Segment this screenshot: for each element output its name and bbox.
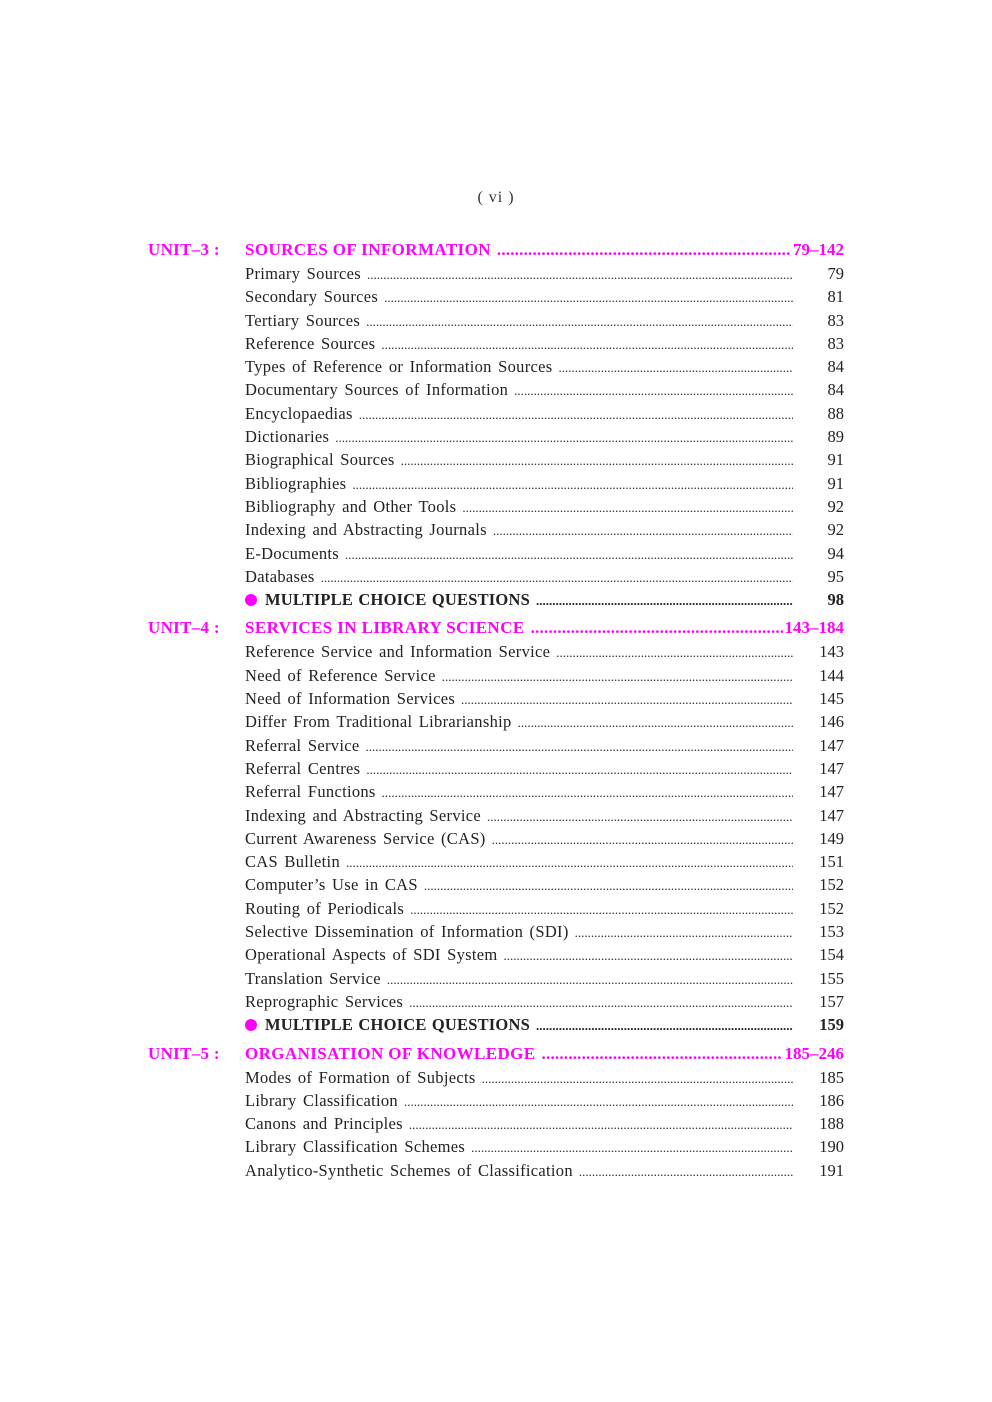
entry-line bbox=[245, 262, 793, 286]
leader-dots bbox=[461, 688, 793, 711]
unit-section bbox=[148, 237, 848, 611]
entry-page-number: 152 bbox=[819, 898, 844, 918]
toc-entry[interactable] bbox=[148, 1089, 848, 1112]
entry-title: Reference Service and Information Service bbox=[245, 642, 551, 662]
entry-title: Current Awareness Service (CAS) bbox=[245, 828, 486, 848]
entry-title: Reference Sources bbox=[245, 333, 376, 353]
entry-list bbox=[148, 640, 848, 1036]
entry-line bbox=[245, 1135, 793, 1159]
leader-dots bbox=[471, 1136, 793, 1159]
entry-line bbox=[245, 873, 793, 897]
toc-entry[interactable] bbox=[148, 1159, 848, 1182]
entry-page-number: 95 bbox=[827, 566, 844, 586]
toc-entry[interactable] bbox=[148, 990, 848, 1013]
unit-title-line bbox=[245, 237, 844, 262]
toc-entry[interactable] bbox=[148, 1135, 848, 1158]
toc-entry[interactable] bbox=[148, 565, 848, 588]
toc-entry[interactable] bbox=[148, 309, 848, 332]
entry-line bbox=[245, 332, 793, 356]
entry-title: Bibliographies bbox=[245, 473, 347, 493]
entry-title: Documentary Sources of Information bbox=[245, 380, 509, 400]
toc-entry[interactable] bbox=[148, 780, 848, 803]
toc-entry[interactable] bbox=[148, 757, 848, 780]
entry-title: Canons and Principles bbox=[245, 1114, 403, 1134]
toc-entry[interactable] bbox=[148, 897, 848, 920]
unit-title-line bbox=[245, 615, 844, 640]
leader-dots bbox=[482, 1067, 793, 1090]
entry-line bbox=[245, 920, 793, 944]
entry-line bbox=[245, 1112, 793, 1136]
leader-dots bbox=[424, 874, 793, 897]
unit-heading[interactable] bbox=[148, 1041, 848, 1066]
entry-page-number: 147 bbox=[819, 735, 844, 755]
entry-page-number: 84 bbox=[827, 357, 844, 377]
toc-entry[interactable] bbox=[148, 804, 848, 827]
entry-line bbox=[245, 1089, 793, 1113]
entry-page-number: 191 bbox=[819, 1160, 844, 1180]
entry-page-number: 147 bbox=[819, 782, 844, 802]
entry-page-number: 83 bbox=[827, 333, 844, 353]
toc-entry[interactable] bbox=[148, 873, 848, 896]
entry-line bbox=[245, 897, 793, 921]
entry-line bbox=[245, 664, 793, 688]
toc-entry[interactable] bbox=[148, 734, 848, 757]
toc-entry[interactable] bbox=[148, 943, 848, 966]
entry-page-number: 81 bbox=[827, 287, 844, 307]
leader-dots bbox=[575, 921, 793, 944]
entry-page-number: 185 bbox=[819, 1067, 844, 1087]
leader-dots bbox=[409, 1113, 793, 1136]
leader-dots bbox=[367, 263, 793, 286]
entry-title: Modes of Formation of Subjects bbox=[245, 1067, 476, 1087]
leader-dots bbox=[559, 356, 794, 379]
leader-dots bbox=[536, 1014, 793, 1037]
entry-title: Operational Aspects of SDI System bbox=[245, 945, 498, 965]
toc-entry[interactable] bbox=[148, 378, 848, 401]
entry-page-number: 149 bbox=[819, 828, 844, 848]
leader-dots bbox=[536, 589, 793, 612]
toc-entry[interactable] bbox=[148, 262, 848, 285]
entry-title: Bibliography and Other Tools bbox=[245, 496, 457, 516]
bullet-icon bbox=[245, 1019, 257, 1031]
entry-title: Referral Centres bbox=[245, 758, 361, 778]
leader-dots bbox=[346, 851, 793, 874]
unit-title: SERVICES IN LIBRARY SCIENCE bbox=[245, 618, 525, 638]
entry-page-number: 83 bbox=[827, 310, 844, 330]
entry-title: Tertiary Sources bbox=[245, 310, 361, 330]
entry-page-number: 153 bbox=[819, 922, 844, 942]
leader-dots bbox=[321, 566, 793, 589]
leader-dots bbox=[387, 968, 793, 991]
toc-entry[interactable] bbox=[148, 687, 848, 710]
toc-entry[interactable] bbox=[148, 472, 848, 495]
entry-page-number: 84 bbox=[827, 380, 844, 400]
toc-entry[interactable] bbox=[148, 355, 848, 378]
unit-title-line bbox=[245, 1041, 844, 1066]
leader-dots bbox=[404, 1090, 793, 1113]
entry-title: Analytico-Synthetic Schemes of Classification bbox=[245, 1160, 573, 1180]
entry-page-number: 144 bbox=[819, 665, 844, 685]
entry-page-number: 154 bbox=[819, 945, 844, 965]
leader-dots bbox=[493, 519, 793, 542]
leader-dots bbox=[381, 333, 793, 356]
entry-list bbox=[148, 262, 848, 611]
entry-line bbox=[245, 990, 793, 1014]
leader-dots bbox=[518, 711, 793, 734]
entry-title: Library Classification bbox=[245, 1090, 398, 1110]
entry-line bbox=[245, 734, 793, 758]
entry-line bbox=[245, 827, 793, 851]
leader-dots bbox=[514, 379, 793, 402]
entry-title: Reprographic Services bbox=[245, 991, 404, 1011]
mcq-page-number: 98 bbox=[827, 590, 844, 610]
entry-line bbox=[245, 565, 793, 589]
entry-line bbox=[245, 687, 793, 711]
entry-page-number: 89 bbox=[827, 427, 844, 447]
mcq-label: MULTIPLE CHOICE QUESTIONS bbox=[265, 590, 530, 610]
entry-title: Primary Sources bbox=[245, 264, 362, 283]
entry-line bbox=[245, 1066, 793, 1090]
mcq-entry[interactable] bbox=[148, 1013, 848, 1036]
entry-line bbox=[245, 425, 793, 449]
unit-code: UNIT–5 : bbox=[148, 1043, 220, 1063]
leader-dots bbox=[531, 615, 783, 640]
entry-line bbox=[245, 448, 793, 472]
entry-title: Databases bbox=[245, 566, 315, 586]
entry-line bbox=[245, 710, 793, 734]
toc-entry[interactable] bbox=[148, 1112, 848, 1135]
leader-dots bbox=[384, 286, 793, 309]
unit-title: ORGANISATION OF KNOWLEDGE bbox=[245, 1043, 536, 1063]
bullet-icon bbox=[245, 594, 257, 606]
entry-title: Translation Service bbox=[245, 968, 381, 988]
toc-entry[interactable] bbox=[148, 448, 848, 471]
entry-page-number: 157 bbox=[819, 991, 844, 1011]
leader-dots bbox=[492, 828, 793, 851]
entry-title: Indexing and Abstracting Service bbox=[245, 805, 481, 825]
toc-entry[interactable] bbox=[148, 1066, 848, 1089]
toc-entry[interactable] bbox=[148, 402, 848, 425]
entry-page-number: 190 bbox=[819, 1137, 844, 1157]
toc-entry[interactable] bbox=[148, 710, 848, 733]
toc-entry[interactable] bbox=[148, 542, 848, 565]
leader-dots bbox=[410, 898, 793, 921]
unit-section bbox=[148, 615, 848, 1036]
entry-line bbox=[245, 472, 793, 496]
mcq-entry[interactable] bbox=[148, 588, 848, 611]
entry-line bbox=[245, 757, 793, 781]
unit-code: UNIT–3 : bbox=[148, 240, 220, 259]
unit-page-range: 143–184 bbox=[784, 618, 844, 638]
entry-line bbox=[245, 780, 793, 804]
unit-heading[interactable] bbox=[148, 237, 848, 262]
leader-dots bbox=[365, 735, 793, 758]
toc-entry[interactable] bbox=[148, 285, 848, 308]
entry-line bbox=[245, 355, 793, 379]
entry-title: Types of Reference or Information Sources bbox=[245, 357, 553, 377]
toc-entry[interactable] bbox=[148, 827, 848, 850]
entry-title: Library Classification Schemes bbox=[245, 1137, 466, 1157]
entry-page-number: 94 bbox=[827, 543, 844, 563]
entry-title: Differ From Traditional Librarianship bbox=[245, 712, 512, 732]
mcq-page-number: 159 bbox=[819, 1015, 844, 1035]
unit-section bbox=[148, 1041, 848, 1182]
entry-list bbox=[148, 1066, 848, 1182]
leader-dots bbox=[442, 665, 793, 688]
entry-title: Encyclopaedias bbox=[245, 403, 353, 423]
entry-title: Need of Reference Service bbox=[245, 665, 436, 685]
entry-line bbox=[245, 1013, 793, 1037]
unit-page-range: 79–142 bbox=[793, 240, 844, 259]
entry-line bbox=[245, 1159, 793, 1183]
leader-dots bbox=[401, 449, 793, 472]
toc-entry[interactable] bbox=[148, 518, 848, 541]
entry-title: Biographical Sources bbox=[245, 450, 395, 470]
entry-title: Need of Information Services bbox=[245, 689, 456, 709]
entry-line bbox=[245, 850, 793, 874]
leader-dots bbox=[352, 473, 793, 496]
entry-line bbox=[245, 804, 793, 828]
entry-title: E-Documents bbox=[245, 543, 340, 563]
entry-line bbox=[245, 967, 793, 991]
leader-dots bbox=[382, 781, 793, 804]
unit-page-range: 185–246 bbox=[784, 1043, 844, 1063]
toc-entry[interactable] bbox=[148, 425, 848, 448]
toc-entry[interactable] bbox=[148, 967, 848, 990]
entry-page-number: 146 bbox=[819, 712, 844, 732]
entry-line bbox=[245, 588, 793, 612]
entry-title: CAS Bulletin bbox=[245, 852, 340, 872]
leader-dots bbox=[504, 944, 793, 967]
leader-dots bbox=[335, 426, 793, 449]
toc-entry[interactable] bbox=[148, 332, 848, 355]
entry-line bbox=[245, 309, 793, 333]
leader-dots bbox=[542, 1041, 783, 1066]
entry-page-number: 79 bbox=[827, 264, 844, 283]
entry-page-number: 145 bbox=[819, 689, 844, 709]
toc-entry[interactable] bbox=[148, 920, 848, 943]
entry-title: Referral Functions bbox=[245, 782, 376, 802]
entry-page-number: 147 bbox=[819, 805, 844, 825]
entry-title: Indexing and Abstracting Journals bbox=[245, 520, 487, 540]
entry-page-number: 152 bbox=[819, 875, 844, 895]
table-of-contents bbox=[148, 237, 848, 1182]
unit-code: UNIT–4 : bbox=[148, 618, 220, 638]
entry-title: Dictionaries bbox=[245, 427, 330, 447]
toc-entry[interactable] bbox=[148, 664, 848, 687]
entry-page-number: 91 bbox=[827, 450, 844, 470]
entry-page-number: 143 bbox=[819, 642, 844, 662]
entry-page-number: 151 bbox=[819, 852, 844, 872]
leader-dots bbox=[579, 1160, 793, 1183]
unit-heading[interactable] bbox=[148, 615, 848, 640]
entry-line bbox=[245, 518, 793, 542]
toc-entry[interactable] bbox=[148, 640, 848, 663]
entry-line bbox=[245, 640, 793, 664]
entry-title: Computer’s Use in CAS bbox=[245, 875, 418, 895]
mcq-title bbox=[245, 1013, 530, 1036]
entry-page-number: 155 bbox=[819, 968, 844, 988]
leader-dots bbox=[487, 805, 793, 828]
leader-dots bbox=[366, 758, 793, 781]
entry-line bbox=[245, 495, 793, 519]
entry-line bbox=[245, 378, 793, 402]
entry-title: Selective Dissemination of Information (SDI) bbox=[245, 922, 569, 942]
entry-title: Routing of Periodicals bbox=[245, 898, 405, 918]
entry-line bbox=[245, 402, 793, 426]
leader-dots bbox=[462, 496, 793, 519]
toc-entry[interactable] bbox=[148, 850, 848, 873]
entry-page-number: 92 bbox=[827, 496, 844, 516]
entry-page-number: 147 bbox=[819, 758, 844, 778]
unit-title: SOURCES OF INFORMATION bbox=[245, 240, 491, 259]
entry-line bbox=[245, 285, 793, 309]
leader-dots bbox=[556, 641, 793, 664]
entry-line bbox=[245, 943, 793, 967]
entry-page-number: 92 bbox=[827, 520, 844, 540]
entry-title: Secondary Sources bbox=[245, 287, 379, 307]
entry-page-number: 88 bbox=[827, 403, 844, 423]
leader-dots bbox=[497, 237, 791, 262]
leader-dots bbox=[345, 543, 793, 566]
leader-dots bbox=[359, 403, 793, 426]
mcq-title bbox=[245, 588, 530, 611]
entry-page-number: 91 bbox=[827, 473, 844, 493]
mcq-label: MULTIPLE CHOICE QUESTIONS bbox=[265, 1015, 530, 1035]
entry-title: Referral Service bbox=[245, 735, 360, 755]
entry-page-number: 186 bbox=[819, 1090, 844, 1110]
leader-dots bbox=[409, 991, 793, 1014]
leader-dots bbox=[366, 310, 793, 333]
entry-page-number: 188 bbox=[819, 1114, 844, 1134]
toc-entry[interactable] bbox=[148, 495, 848, 518]
page-number: ( vi ) bbox=[477, 189, 515, 206]
entry-line bbox=[245, 542, 793, 566]
